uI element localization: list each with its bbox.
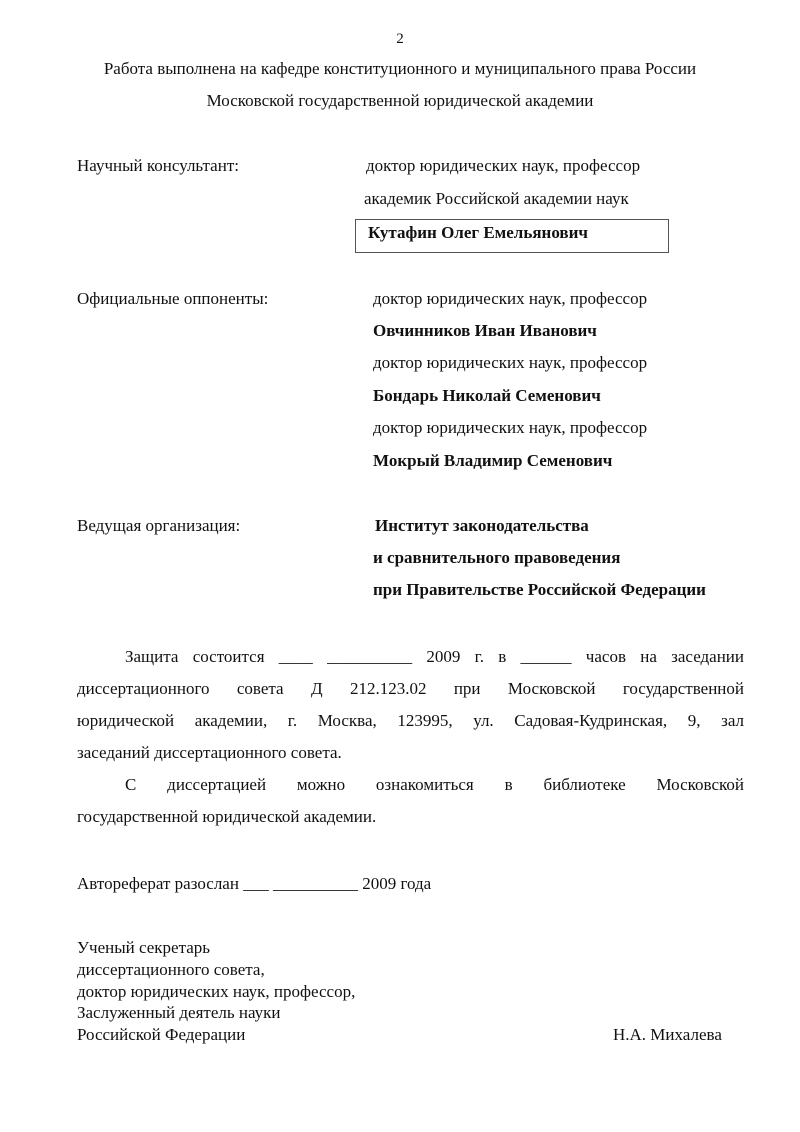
opponent-3-title: доктор юридических наук, профессор [373,418,648,437]
library-line-2: государственной юридической академии. [77,807,377,826]
consultant-label: Научный консультант: [77,156,239,175]
defense-line-4: заседаний диссертационного совета. [77,743,342,762]
opponent-1-name: Овчинников Иван Иванович [373,321,597,340]
opponents-label: Официальные оппоненты: [77,289,269,308]
secretary-line-5: Российской Федерации [77,1025,246,1044]
consultant-name: Кутафин Олег Емельянович [368,223,588,242]
defense-line-3: юридической академии, г. Москва, 123995, ул. Садовая-Кудринская, 9, зал [77,711,744,730]
defense-line-1: Защита состоится ____ __________ 2009 г. в ______ часов на заседании [125,647,744,666]
defense-line-2: диссертационного совета Д 212.123.02 при Московской государственной [77,679,744,698]
page-number: 2 [396,31,404,47]
leading-org-label: Ведущая организация: [77,516,241,535]
leading-org-line-3: при Правительстве Российской Федерации [373,580,706,599]
leading-org-line-2: и сравнительного правоведения [373,548,621,567]
secretary-line-2: диссертационного совета, [77,960,265,979]
opponent-2-name: Бондарь Николай Семенович [373,386,601,405]
opponent-3-name: Мокрый Владимир Семенович [373,451,613,470]
secretary-line-3: доктор юридических наук, профессор, [77,982,356,1001]
secretary-name: Н.А. Михалева [613,1025,722,1044]
mailed-line: Автореферат разослан ___ __________ 2009 года [77,874,432,893]
opponent-1-title: доктор юридических наук, профессор [373,289,648,308]
secretary-line-1: Ученый секретарь [77,938,211,957]
header-line-2: Московской государственной юридической академии [206,91,594,110]
header-line-1: Работа выполнена на кафедре конституционного и муниципального права России [103,59,697,78]
consultant-title-2: академик Российской академии наук [364,189,629,208]
secretary-line-4: Заслуженный деятель науки [77,1003,281,1022]
library-line-1: С диссертацией можно ознакомиться в библиотеке Московской [125,775,744,794]
leading-org-line-1: Институт законодательства [375,516,589,535]
opponent-2-title: доктор юридических наук, профессор [373,353,648,372]
consultant-title-1: доктор юридических наук, профессор [366,156,641,175]
